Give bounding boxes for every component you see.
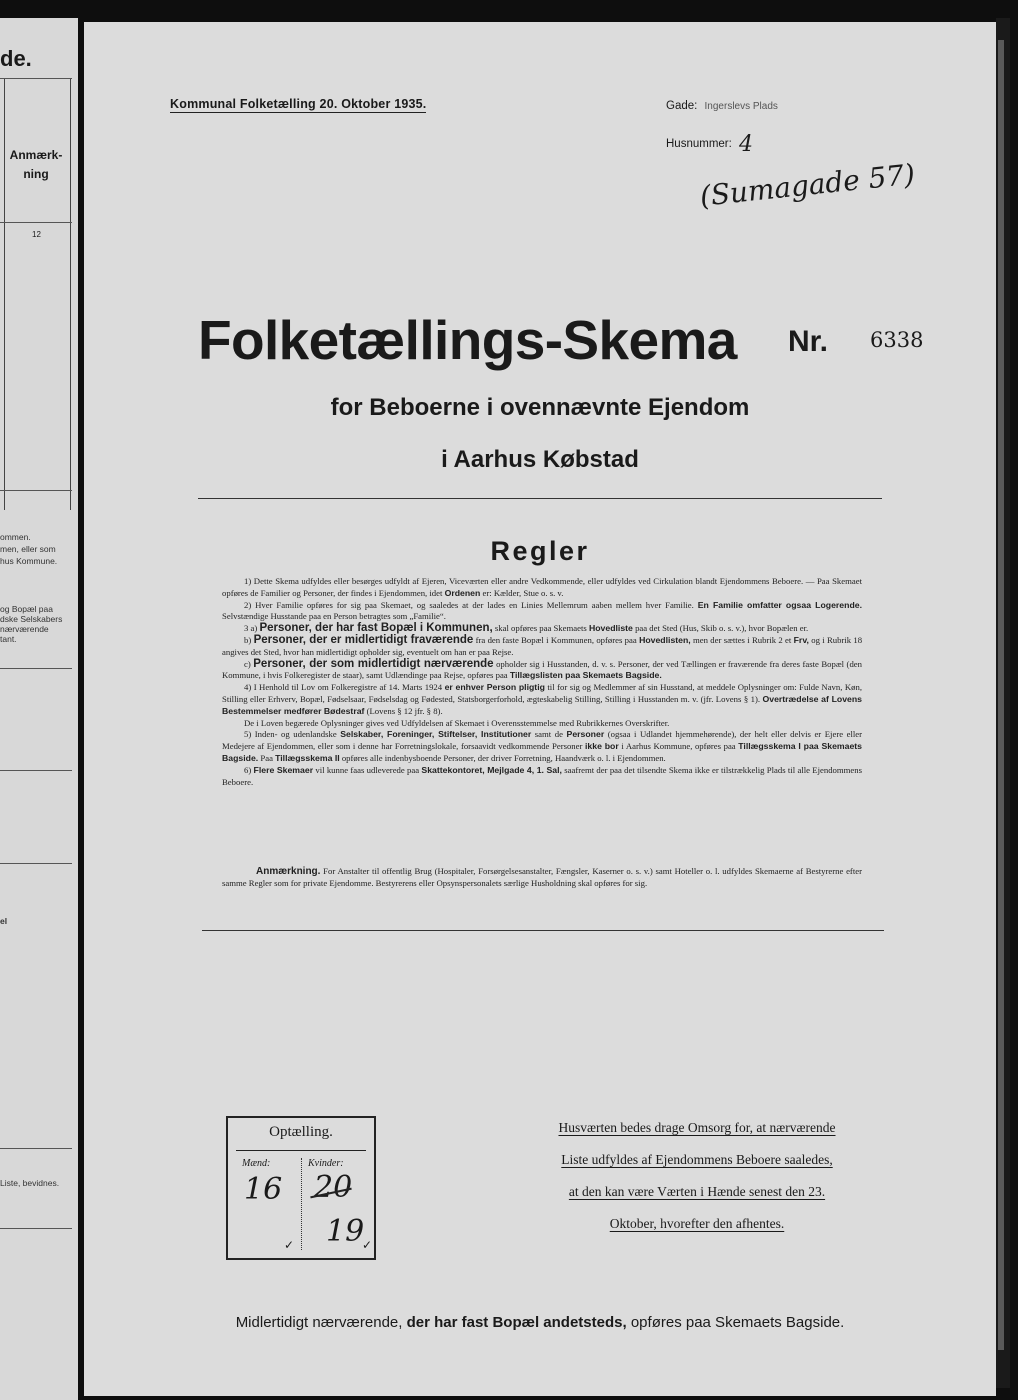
notice-line: at den kan være Værten i Hænde senest den 23.: [568, 1184, 826, 1199]
tally-divider: [236, 1150, 366, 1151]
left-page-fragment: el: [0, 916, 8, 926]
street-field: [666, 100, 778, 112]
check-mark-icon: ✓: [284, 1238, 295, 1252]
rules-text: [222, 576, 862, 788]
left-page-column-number: 12: [32, 230, 41, 239]
remark-paragraph: [222, 866, 862, 890]
street-value: Ingerslevs Plads: [704, 101, 778, 112]
divider: [202, 930, 884, 931]
rule-3a: 3 a) Personer, der har fast Bopæl i Kommunen, skal opføres paa Skemaets Hovedliste paa det Sted (Hus, Skib o. s. v.), hvor Bopælen er.: [244, 622, 809, 635]
notice-line: Oktober, hvorefter den afhentes.: [609, 1216, 785, 1231]
tally-column-divider: [301, 1158, 302, 1250]
house-number-label: Husnummer:: [666, 138, 732, 150]
page-edge: [998, 40, 1004, 1350]
notice-line: Liste udfyldes af Ejendommens Beboere saaledes,: [561, 1152, 833, 1167]
rule-2: 2) Hver Familie opføres for sig paa Skemaet, og saaledes at der lades en Linies Mellemrum aaben mellem hver Familie. En Familie omfatter ogsaa Logerende. Selvstændige Husstande paa en Person betragtes som „Familie“.: [222, 599, 862, 622]
remark-section: [222, 866, 862, 890]
left-page-fragment: Liste, bevidnes.: [0, 1178, 60, 1188]
form-number-value: 6338: [870, 328, 924, 352]
left-page-title: de.: [0, 46, 32, 71]
left-page-rule: [0, 863, 72, 864]
footer-text: opføres paa Skemaets Bagside.: [630, 1314, 845, 1331]
left-page-rule: [0, 1228, 72, 1229]
rules-heading: Regler: [490, 536, 590, 566]
left-page-rule: [70, 78, 71, 510]
left-page-rule: [0, 1148, 72, 1149]
check-mark-icon: ✓: [362, 1238, 373, 1252]
left-page-column-header: [4, 146, 68, 184]
house-number-field: [666, 132, 753, 157]
women-count-struck: 20: [314, 1170, 353, 1205]
left-page-fragment: tant.: [0, 634, 17, 644]
census-title: Kommunal Folketælling 20. Oktober 1935.: [170, 97, 427, 111]
left-page-rule: [0, 490, 72, 491]
left-page-fragment: nærværende: [0, 624, 49, 634]
census-form-page: [84, 22, 996, 1396]
rule-3b: b) Personer, der er midlertidigt fraværende fra den faste Bopæl i Kommunen, opføres paa Hovedlisten, men der sættes i Rubrik 2 et Frv, og i Rubrik 18 angives det Sted, hvor han midlertidigt opholder sig, eventuelt om han er paa Rejse.: [222, 633, 863, 657]
footer-note: [84, 1314, 996, 1331]
form-number-label: Nr.: [788, 325, 829, 358]
rule-4: 4) I Henhold til Lov om Folkeregistre af 14. Marts 1924 er enhver Person pligtig til for sig og Medlemmer af sin Husstand, at meddele Oplysninger om: Fulde Navn, Køn, Stilling eller Erhverv, Bopæl, Fødselsaar, Fødselsdag og Fødested, Statsborgerforhold, ægteskabelig Stilling, Stilling i Husstanden m. v. (jfr. Lovens § 1). Overtrædelse af Lovens Bestemmelser medfører Bødestraf (Lovens § 12 jfr. § 8).: [222, 682, 863, 716]
rule-4-continued: De i Loven begærede Oplysninger gives ved Udfyldelsen af Skemaet i Overensstemmelse med Rubrikkernes Overskrifter.: [244, 717, 670, 728]
landlord-notice: [532, 1117, 862, 1245]
tally-box: [226, 1116, 376, 1260]
footer-text: Midlertidigt nærværende,: [235, 1314, 403, 1331]
left-page-fragment: ommen.: [0, 532, 31, 542]
left-page-rule: [4, 78, 5, 510]
left-page-column-header-text: Anmærk- ning: [9, 148, 63, 182]
left-page-rule: [0, 222, 72, 223]
remark-heading: Anmærkning.: [256, 866, 321, 877]
left-page-fragment: men, eller som: [0, 544, 56, 554]
house-number-value: 4: [739, 132, 754, 157]
left-page-fragment: og Bopæl paa: [0, 604, 53, 614]
left-page-fragment: dske Selskabers: [0, 614, 63, 624]
left-adjacent-page: [0, 18, 78, 1400]
handwritten-address-note: (Sumagade 57): [698, 157, 917, 213]
women-label: Kvinder:: [308, 1158, 344, 1169]
left-page-rule: [0, 668, 72, 669]
form-subtitle: for Beboerne i ovennævnte Ejendom: [330, 394, 750, 421]
tally-title: Optælling.: [269, 1124, 333, 1140]
footer-bold-text: der har fast Bopæl andetsteds,: [406, 1314, 627, 1331]
divider: [198, 498, 882, 499]
men-label: Mænd:: [242, 1158, 271, 1169]
remark-text: For Anstalter til offentlig Brug (Hospitaler, Forsørgelsesanstalter, Fængsler, Kaserner o. s. v.) samt Hoteller o. l. udfyldes Skemaerne af Bestyrerne efter samme Regler som for private Ejendomme. Bestyrerens eller Opsynspersonalets særlige Husholdning skal opføres for sig.: [222, 866, 862, 888]
left-page-rule: [0, 78, 72, 79]
form-subtitle-city: i Aarhus Købstad: [441, 446, 639, 473]
notice-line: Husværten bedes drage Omsorg for, at nærværende: [558, 1120, 836, 1135]
women-count: 19: [326, 1214, 365, 1249]
rule-5: 5) Inden- og udenlandske Selskaber, Foreninger, Stiftelser, Institutioner samt de Personer (ogsaa i Udlandet hjemmehørende), der helt eller delvis er Ejere eller Medejere af Ejendommen, eller som i denne har Forretningslokale, forsaavidt vedkommende Personer ikke bor i Aarhus Kommune, opføres paa Tillægsskema I paa Skemaets Bagside. Paa Tillægsskema II opføres alle indenbysboende Personer, der driver Forretning, Haandværk o. l. i Ejendommen.: [222, 729, 863, 763]
men-count: 16: [244, 1172, 283, 1207]
left-page-fragment: hus Kommune.: [0, 556, 58, 566]
left-page-rule: [0, 770, 72, 771]
rule-3c: c) Personer, der som midlertidigt nærværende opholder sig i Husstanden, d. v. s. Personer, der ved Tællingen er fraværende fra deres faste Bopæl (den Kommune, i hvis Folkeregister de staar), samt Udlændinge paa Rejse, opføres paa Tillægslisten paa Skemaets Bagside.: [222, 657, 862, 681]
rule-1: 1) Dette Skema udfyldes eller besørges udfyldt af Ejeren, Viceværten eller andre Vedkommende, eller udfyldes ved Cirkulation blandt Ejendommens Beboere. — Paa Skemaet opføres de Familier og Personer, der findes i Ejendommen, idet Ordenen er: Kælder, Stue o. s. v.: [222, 576, 862, 598]
form-title: Folketællings-Skema: [198, 309, 737, 371]
rule-6: 6) Flere Skemaer vil kunne faas udleverede paa Skattekontoret, Mejlgade 4, 1. Sal, saafremt der paa det tilsendte Skema ikke er tilstrækkelig Plads til alle Ejendommens Beboere.: [222, 764, 862, 787]
street-label: Gade:: [666, 100, 698, 112]
